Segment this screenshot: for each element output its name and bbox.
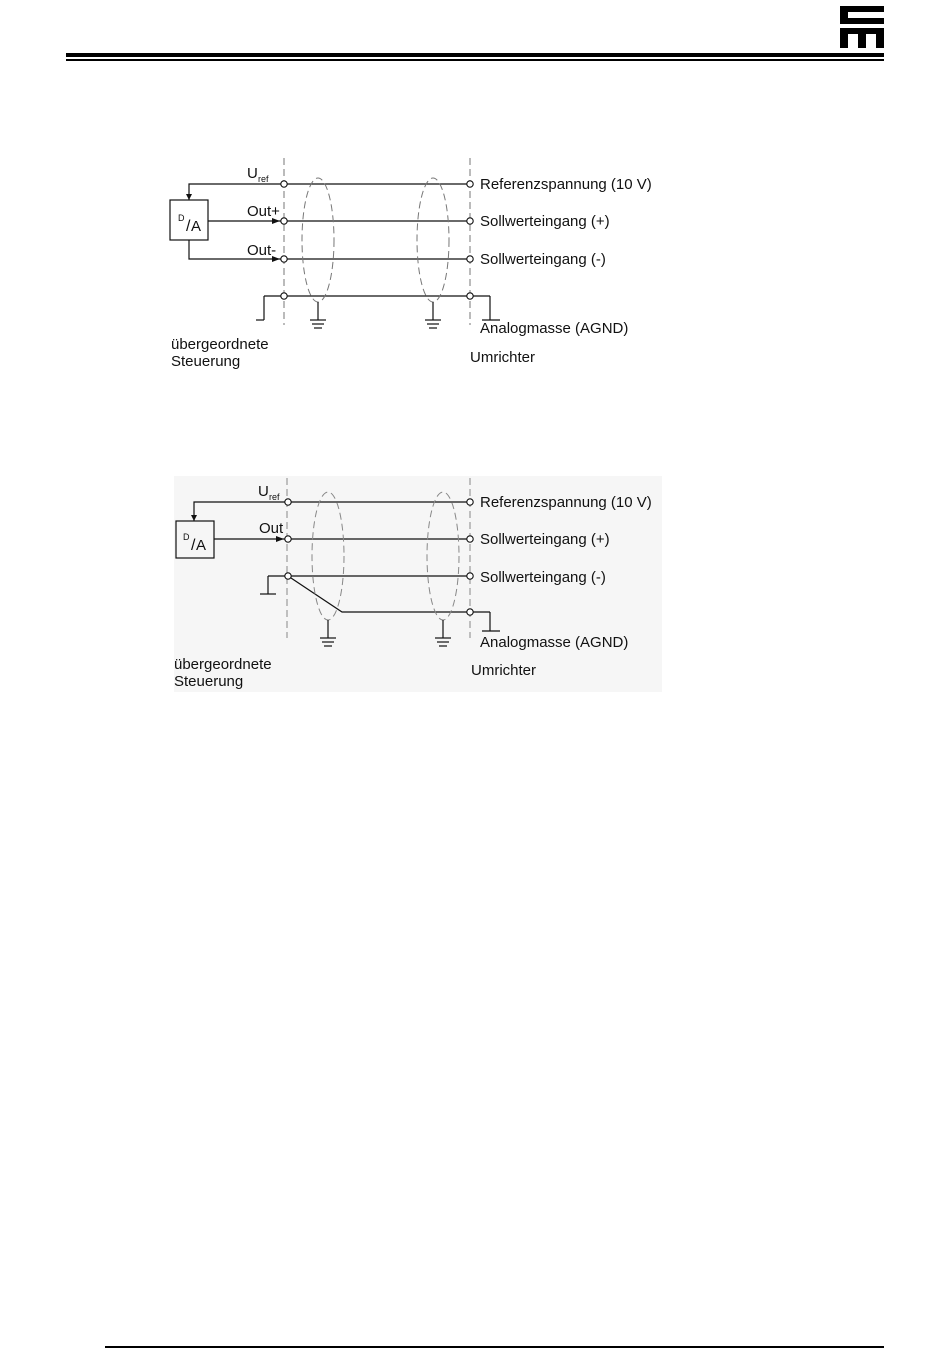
sollwert-plus-label: Sollwerteingang (+) [480,531,610,548]
steuerung-label-line1: übergeordnete [171,336,269,353]
umrichter-label: Umrichter [471,662,537,679]
referenzspannung-label: Referenzspannung (10 V) [480,176,652,193]
umrichter-label: Umrichter [470,349,536,366]
da-label-bottom: A [196,537,207,554]
analogmasse-label: Analogmasse (AGND) [480,634,629,651]
sm-company-logo-icon [840,6,884,48]
uref-subscript: ref [258,174,269,184]
sollwert-minus-label: Sollwerteingang (-) [480,569,606,586]
header-rule-thick [66,53,884,57]
steuerung-label-line1: übergeordnete [174,656,272,673]
uref-subscript: ref [269,492,280,502]
header-rule-thin [66,59,884,61]
da-label-top: D [183,532,190,542]
referenzspannung-label: Referenzspannung (10 V) [480,494,652,511]
wiring-diagram-differential [160,150,680,380]
steuerung-label-line2: Steuerung [171,353,241,370]
uref-label: U [247,165,258,182]
analogmasse-label: Analogmasse (AGND) [480,320,629,337]
wiring-diagram-differential-svg [160,150,680,380]
wiring-diagram-single-ended-svg [160,476,680,692]
out-label: Out [259,520,284,537]
sollwert-minus-label: Sollwerteingang (-) [480,251,606,268]
out-plus-label: Out+ [247,203,280,220]
wiring-diagram-single-ended [160,476,680,692]
footer-rule [105,1346,884,1348]
steuerung-label-line2: Steuerung [174,673,244,690]
sollwert-plus-label: Sollwerteingang (+) [480,213,610,230]
da-label-top: D [178,213,185,223]
da-label-slash: / [186,218,191,235]
da-label-bottom: A [191,218,202,235]
da-label-slash: / [191,537,196,554]
uref-label: U [258,483,269,500]
out-minus-label: Out- [247,242,277,259]
